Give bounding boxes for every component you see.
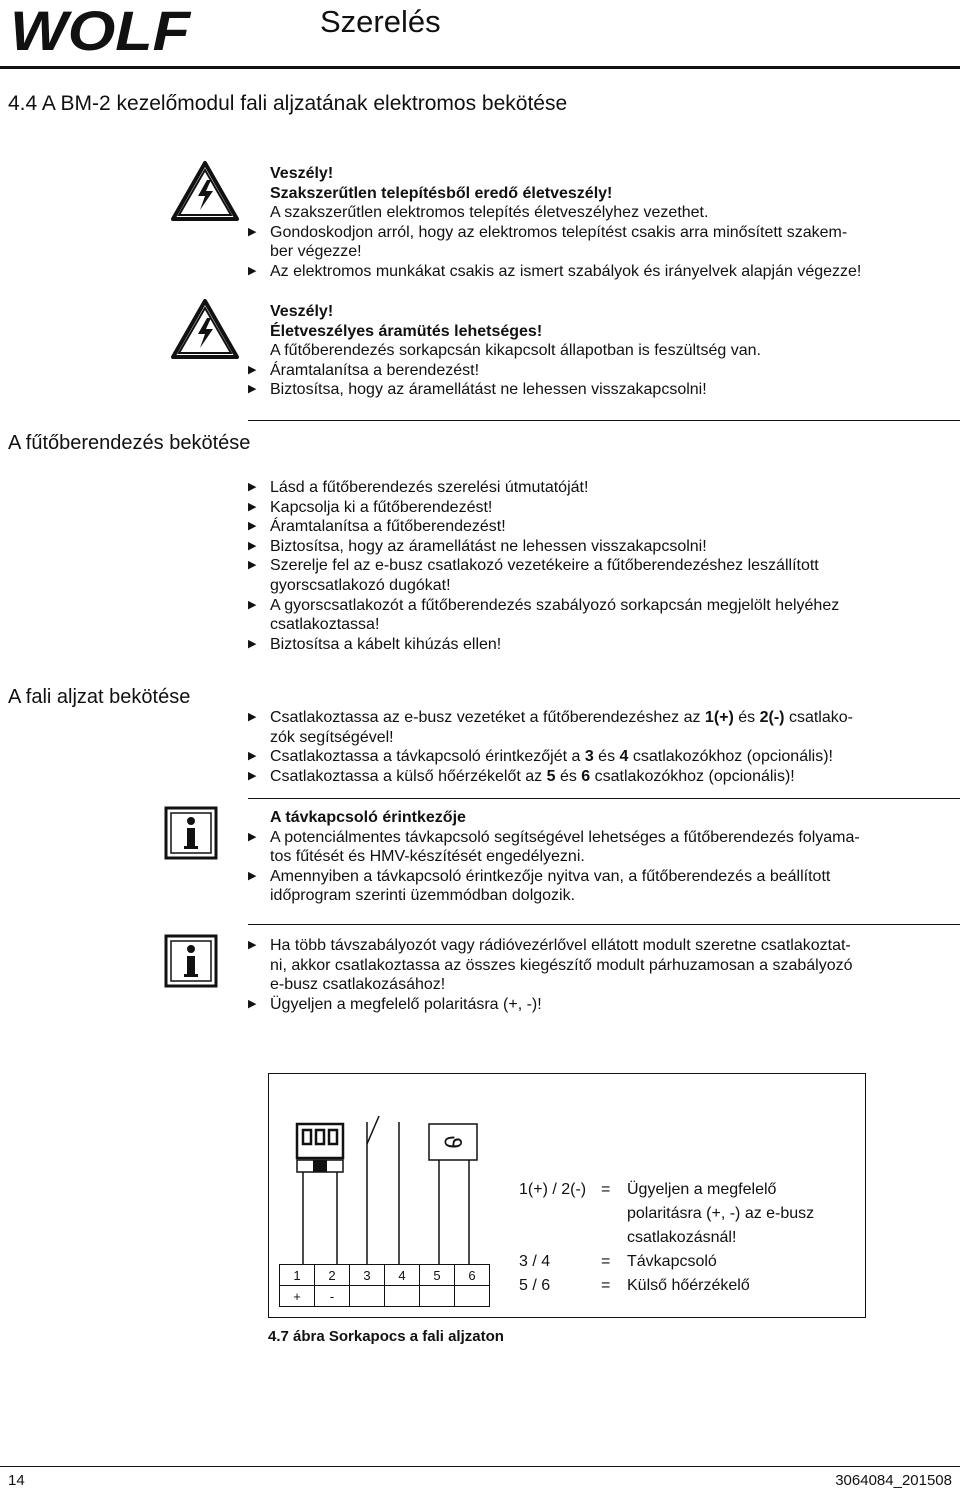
legend-eq: = — [601, 1277, 611, 1294]
legend-key: 3 / 4 — [519, 1253, 551, 1270]
heater-step: ▶ Szerelje fel az e-busz csatlakozó vezetékeire a fűtőberendezéshez leszállított — [248, 556, 839, 576]
terminal-polarity — [420, 1286, 455, 1307]
heater-heading: A fűtőberendezés bekötése — [8, 432, 251, 454]
heater-step: ▶ Biztosítsa, hogy az áramellátást ne lehessen visszakapcsolni! — [248, 537, 839, 557]
warning2-bullet: ▶ Biztosítsa, hogy az áramellátást ne lehessen visszakapcsolni! — [248, 380, 761, 400]
info-rule — [248, 924, 960, 925]
info2-line: ▶ Ha több távszabályozót vagy rádióvezérlővel ellátott modult szeretne csatlakoztat- — [248, 936, 853, 956]
header-rule — [0, 66, 960, 69]
info1-block — [248, 808, 860, 906]
terminal-number: 6 — [455, 1265, 490, 1286]
wall-step-ebus-cont: zók segítségével! — [270, 728, 394, 746]
page-number: 14 — [8, 1472, 25, 1489]
terminal-number: 2 — [315, 1265, 350, 1286]
section-title: 4.4 A BM-2 kezelőmodul fali aljzatának elektromos bekötése — [8, 92, 568, 115]
footer-rule — [0, 1466, 960, 1467]
figure-legend — [519, 1178, 814, 1298]
terminal-strip — [279, 1264, 490, 1307]
terminal-row-numbers — [280, 1265, 490, 1286]
wall-heading: A fali aljzat bekötése — [8, 686, 191, 708]
warning1-bullet: ▶ Gondoskodjon arról, hogy az elektromos telepítést csakis arra minősített szakem- — [248, 223, 861, 243]
warning1-bullet-cont: ber végezze! — [270, 243, 362, 261]
warning-rule — [248, 420, 960, 421]
sensor-symbol: ϑ — [439, 1135, 464, 1149]
svg-text:WOLF: WOLF — [10, 2, 192, 56]
legend-value: Távkapcsoló — [627, 1253, 717, 1270]
legend-key: 1(+) / 2(-) — [519, 1181, 587, 1198]
header-title: Szerelés — [320, 4, 441, 39]
warning1-head: Veszély! — [270, 165, 334, 182]
info1-line-cont: időprogram szerinti üzemmódban dolgozik. — [270, 887, 576, 905]
warning2-bullet: ▶ Áramtalanítsa a berendezést! — [248, 361, 761, 381]
warning2-text: A fűtőberendezés sorkapcsán kikapcsolt állapotban is feszültség van. — [270, 342, 761, 360]
legend-eq — [601, 1226, 627, 1250]
legend-eq: = — [601, 1253, 611, 1270]
heater-steps — [248, 478, 839, 654]
figure-caption: 4.7 ábra Sorkapocs a fali aljzaton — [268, 1328, 504, 1345]
legend-value: Külső hőérzékelő — [627, 1277, 750, 1294]
info-icon — [164, 934, 218, 988]
legend-value: polaritásra (+, -) az e-busz — [627, 1205, 815, 1222]
info1-line: ▶ Amennyiben a távkapcsoló érintkezője nyitva van, a fűtőberendezés a beállított — [248, 867, 860, 887]
terminal-polarity: - — [315, 1286, 350, 1307]
warning1-bullet: ▶ Az elektromos munkákat csakis az ismert szabályok és irányelvek alapján végezze! — [248, 262, 861, 282]
heater-step: ▶ A gyorscsatlakozót a fűtőberendezés szabályozó sorkapcsán megjelölt helyéhez — [248, 596, 839, 616]
legend-key — [519, 1202, 601, 1226]
heater-step: ▶ Áramtalanítsa a fűtőberendezést! — [248, 517, 839, 537]
info1-line-cont: tos fűtését és HMV-készítését engedélyezni. — [270, 848, 585, 866]
terminal-row-polarity — [280, 1286, 490, 1307]
terminal-number: 5 — [420, 1265, 455, 1286]
info2-line-cont: ni, akkor csatlakoztassa az összes kiegészítő modult párhuzamosan a szabályozó — [270, 956, 853, 974]
figure-terminal-diagram — [268, 1073, 866, 1318]
warning1-text: A szakszerűtlen elektromos telepítés életveszélyhez vezethet. — [270, 204, 709, 222]
info2-line-cont: e-busz csatlakozásához! — [270, 976, 446, 994]
wall-steps — [248, 708, 853, 786]
warning1-subhead: Szakszerűtlen telepítésből eredő életveszély! — [270, 184, 613, 202]
heater-step-cont: csatlakoztassa! — [270, 616, 380, 634]
terminal-number: 3 — [350, 1265, 385, 1286]
heater-step: ▶ Lásd a fűtőberendezés szerelési útmutatóját! — [248, 478, 839, 498]
wolf-logo — [8, 2, 192, 56]
terminal-polarity — [455, 1286, 490, 1307]
info1-line: ▶ A potenciálmentes távkapcsoló segítségével lehetséges a fűtőberendezés folyama- — [248, 828, 860, 848]
terminal-polarity — [385, 1286, 420, 1307]
info2-line: ▶ Ügyeljen a megfelelő polaritásra (+, -)! — [248, 995, 853, 1015]
info-icon — [164, 806, 218, 860]
wall-step-remote: ▶ Csatlakoztassa a távkapcsoló érintkezőjét a 3 és 4 csatlakozókhoz (opcionális)! — [248, 747, 853, 767]
legend-key: 5 / 6 — [519, 1277, 551, 1294]
warning1-block — [248, 164, 861, 282]
legend-value: csatlakozásnál! — [627, 1229, 737, 1246]
legend-eq — [601, 1202, 627, 1226]
legend-value: Ügyeljen a megfelelő — [627, 1181, 777, 1198]
warning2-block — [248, 302, 761, 400]
warning-electric-icon — [170, 160, 240, 222]
wall-step-sensor: ▶ Csatlakoztassa a külső hőérzékelőt az 5 és 6 csatlakozókhoz (opcionális)! — [248, 767, 853, 787]
heater-step-cont: gyorscsatlakozó dugókat! — [270, 576, 451, 594]
info-rule — [248, 798, 960, 799]
terminal-number: 1 — [280, 1265, 315, 1286]
warning2-subhead: Életveszélyes áramütés lehetséges! — [270, 322, 543, 340]
terminal-polarity: + — [280, 1286, 315, 1307]
heater-step: ▶ Kapcsolja ki a fűtőberendezést! — [248, 498, 839, 518]
document-number: 3064084_201508 — [835, 1472, 952, 1489]
wall-step-ebus: ▶ Csatlakoztassa az e-busz vezetéket a fűtőberendezéshez az 1(+) és 2(-) csatlako- — [248, 708, 853, 728]
terminal-number: 4 — [385, 1265, 420, 1286]
info2-block — [248, 936, 853, 1014]
terminal-polarity — [350, 1286, 385, 1307]
info1-head: A távkapcsoló érintkezője — [270, 809, 466, 826]
heater-step: ▶ Biztosítsa a kábelt kihúzás ellen! — [248, 635, 839, 655]
legend-eq: = — [601, 1181, 611, 1198]
legend-key — [519, 1226, 601, 1250]
warning-electric-icon — [170, 298, 240, 360]
warning2-head: Veszély! — [270, 303, 334, 320]
